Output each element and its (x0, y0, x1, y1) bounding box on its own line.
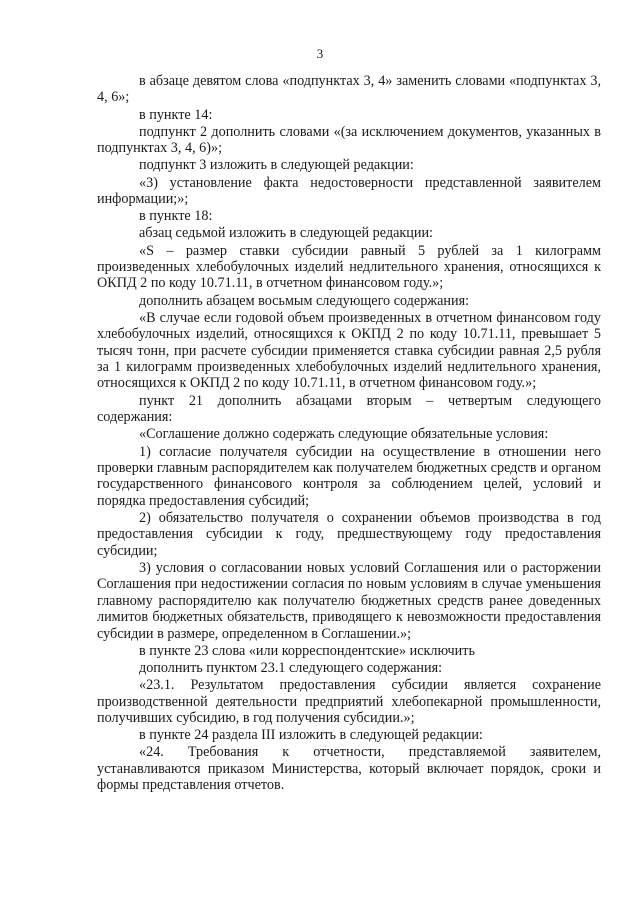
paragraph-8: «S – размер ставки субсидии равный 5 рублей за 1 килограмм произведенных хлебобулочных изделий недлительного хранения, относящихся к ОКПД 2 по коду 10.71.11, в отчетном финансовом году.»; (97, 242, 601, 292)
paragraph-1: в абзаце девятом слова «подпунктах 3, 4» заменить словами «подпунктах 3, 4, 6»; (97, 73, 601, 106)
paragraph-19: в пункте 24 раздела III изложить в следующей редакции: (139, 727, 483, 744)
paragraph-15: 3) условия о согласовании новых условий Соглашения или о расторжении Соглашения при недостижении согласия по новым условиям в случае уменьшения главному распорядителю как получателю бюджетных средств ранее доведенных лимитов бюджетных обязательств, приводящего к невозможности предоставления субсидии в размере, определенном в Соглашении.»; (97, 559, 601, 642)
paragraph-11: пункт 21 дополнить абзацами вторым – четвертым следующего содержания: (97, 392, 601, 426)
paragraph-5: «3) установление факта недостоверности представленной заявителем информации;»; (97, 174, 601, 208)
paragraph-2: в пункте 14: (139, 106, 213, 123)
paragraph-16: в пункте 23 слова «или корреспондентские» исключить (139, 642, 475, 659)
paragraph-4: подпункт 3 изложить в следующей редакции: (139, 157, 414, 174)
paragraph-18: «23.1. Результатом предоставления субсидии является сохранение производственной деятельности предприятий хлебопекарной промышленности, получивших субсидию, в год получения субсидии.»; (97, 677, 601, 726)
paragraph-6: в пункте 18: (139, 208, 213, 225)
document-body (97, 73, 601, 794)
page-number: 3 (316, 46, 324, 61)
paragraph-9: дополнить абзацем восьмым следующего содержания: (139, 292, 470, 309)
paragraph-14: 2) обязательство получателя о сохранении объемов производства в год предоставления субсидии к году, предшествующему году предоставления субсидии; (97, 509, 601, 559)
paragraph-17: дополнить пунктом 23.1 следующего содержания: (139, 659, 443, 676)
paragraph-20: «24. Требования к отчетности, представляемой заявителем, устанавливаются приказом Министерства, который включает порядок, сроки и формы представления отчетов. (97, 744, 601, 794)
paragraph-10: «В случае если годовой объем произведенных в отчетном финансовом году хлебобулочных изделий, относящихся к ОКПД 2 по коду 10.71.11, превышает 5 тысяч тонн, при расчете субсидии применяется ставка субсидии равная 2,5 рубля за 1 килограмм произведенных хлебобулочных изделий недлительного хранения, относящихся к ОКПД 2 по коду 10.71.11, в отчетном финансовом году.»; (97, 309, 601, 392)
paragraph-7: абзац седьмой изложить в следующей редакции: (139, 225, 434, 242)
paragraph-13: 1) согласие получателя субсидии на осуществление в отношении него проверки главным распорядителем как получателем бюджетных средств и органом государственного финансового контроля за соблюдением целей, условий и порядка предоставления субсидий; (97, 443, 601, 509)
paragraph-3: подпункт 2 дополнить словами «(за исключением документов, указанных в подпунктах 3, 4, 6)»; (97, 123, 601, 157)
paragraph-12: «Соглашение должно содержать следующие обязательные условия: (139, 426, 549, 443)
